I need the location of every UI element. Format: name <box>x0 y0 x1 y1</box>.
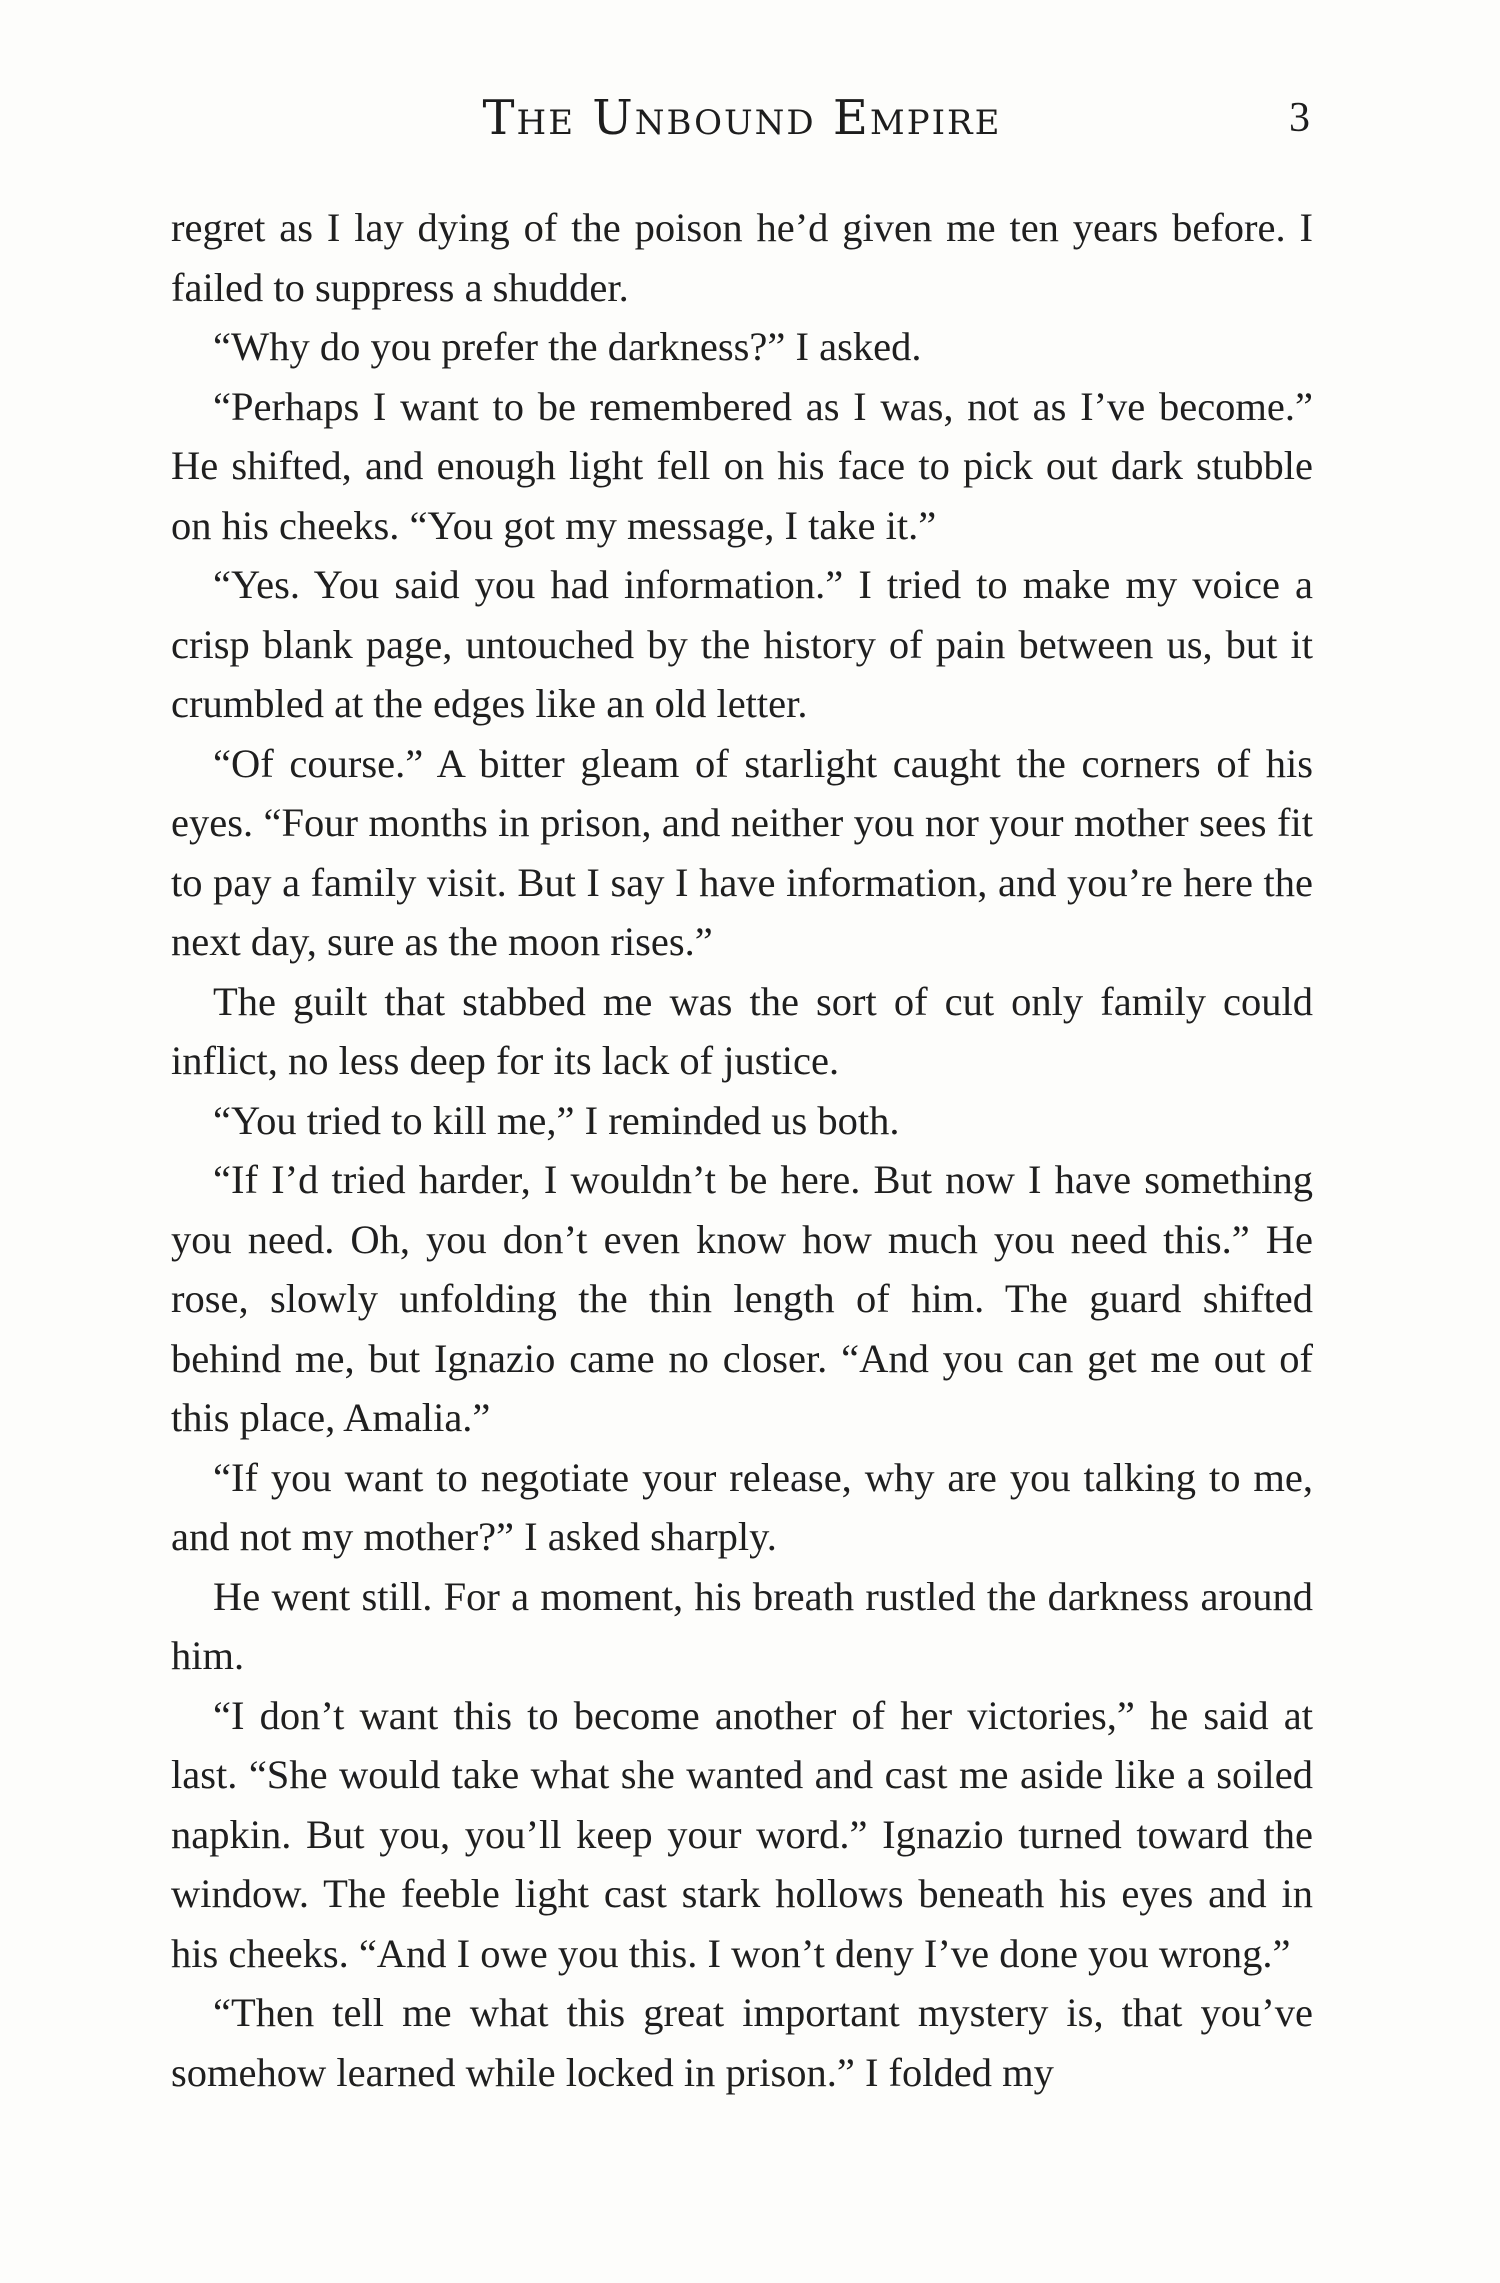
paragraph: The guilt that stabbed me was the sort of cut only family could inflict, no less deep for its lack of justice. <box>171 978 1313 1083</box>
paragraph: “Why do you prefer the darkness?” I asked. <box>213 324 922 369</box>
paragraph-continued: regret as I lay dying of the poison he’d given me ten years before. I failed to suppress a shudder. <box>171 205 1313 310</box>
paragraph: He went still. For a moment, his breath rustled the darkness around him. <box>171 1573 1313 1678</box>
running-head <box>0 86 1500 156</box>
paragraph: “You tried to kill me,” I reminded us both. <box>213 1097 900 1143</box>
body-text <box>171 198 1313 2102</box>
paragraph: “Of course.” A bitter gleam of starlight caught the corners of his eyes. “Four months in prison, and neither you nor your mother sees fit to pay a family visit. But I say I have information, and you’re here the next day, sure as the moon rises.” <box>171 740 1313 964</box>
paragraph: “Then tell me what this great important mystery is, that you’ve somehow learned while locked in prison.” I folded my <box>171 1990 1313 2095</box>
paragraph: “I don’t want this to become another of her victories,” he said at last. “She would take what she wanted and cast me aside like a soiled napkin. But you, you’ll keep your word.” Ignazio turned toward the window. The feeble light cast stark hollows beneath his eyes and in his cheeks. “And I owe you this. I won’t deny I’ve done you wrong.” <box>171 1692 1313 1976</box>
paragraph: “If you want to negotiate your release, why are you talking to me, and not my mother?” I asked sharply. <box>171 1454 1313 1559</box>
page-number: 3 <box>1289 95 1310 141</box>
paragraph: “If I’d tried harder, I wouldn’t be here. But now I have something you need. Oh, you don’t even know how much you need this.” He rose, slowly unfolding the thin length of him. The guard shifted behind me, but Ignazio came no closer. “And you can get me out of this place, Amalia.” <box>171 1157 1313 1440</box>
paragraph: “Yes. You said you had information.” I tried to make my voice a crisp blank page, untouched by the history of pain between us, but it crumbled at the edges like an old letter. <box>171 562 1313 726</box>
book-title: The Unbound Empire <box>482 90 1002 146</box>
paragraph: “Perhaps I want to be remembered as I was, not as I’ve become.” He shifted, and enough light fell on his face to pick out dark stubble on his cheeks. “You got my message, I take it.” <box>171 383 1313 548</box>
